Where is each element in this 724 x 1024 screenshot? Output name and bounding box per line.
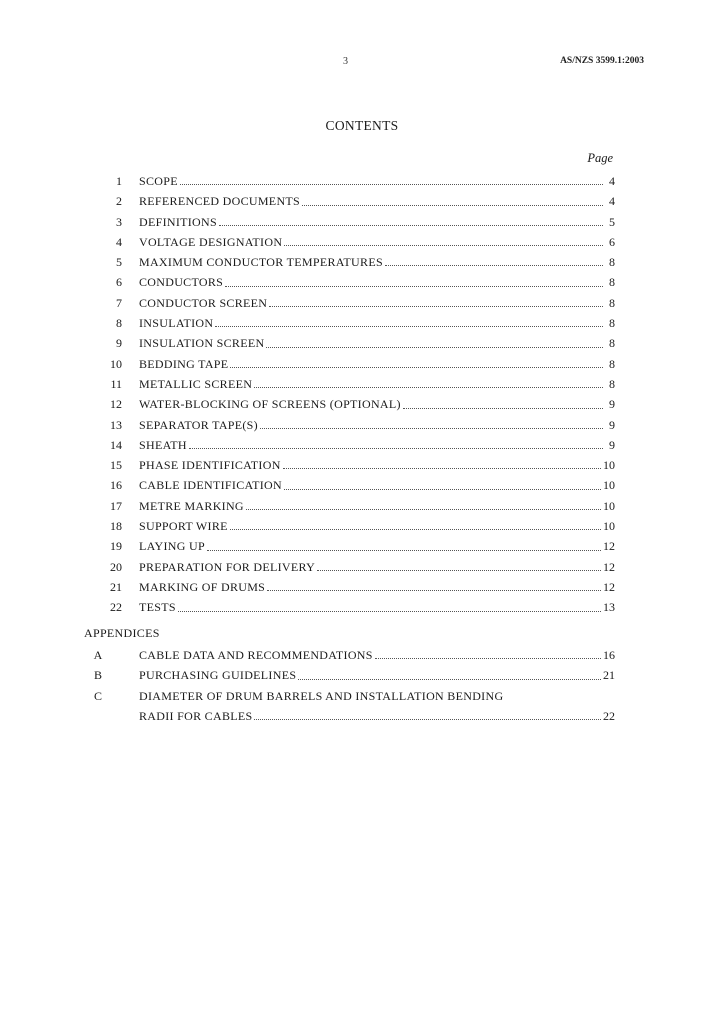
dot-leader	[375, 658, 601, 659]
entry-number: 16	[110, 478, 122, 493]
entry-page: 4	[609, 174, 615, 188]
dot-leader	[403, 408, 603, 409]
entry-label: WATER-BLOCKING OF SCREENS (OPTIONAL)	[139, 397, 401, 412]
entry-page: 22	[603, 708, 615, 723]
entry-label: METALLIC SCREEN	[139, 376, 253, 391]
toc-entry[interactable]	[84, 313, 615, 333]
entry-number: 8	[116, 316, 122, 331]
dot-leader	[260, 428, 603, 429]
entry-number: 20	[110, 559, 122, 574]
dot-leader	[230, 367, 603, 368]
entry-label: REFERENCED DOCUMENTS	[139, 194, 301, 209]
entry-number: 18	[110, 519, 122, 534]
toc-entry[interactable]	[84, 212, 615, 232]
entry-label: INSULATION	[139, 316, 214, 331]
dot-leader	[284, 245, 603, 246]
entry-number: 3	[116, 214, 122, 229]
appendix-letter: B	[93, 668, 102, 683]
entry-page: 8	[609, 275, 615, 290]
dot-leader	[254, 387, 603, 388]
toc-entry-appendix-a[interactable]	[84, 645, 615, 665]
entry-label: INSULATION SCREEN	[139, 336, 265, 351]
entry-page: 9	[609, 397, 615, 412]
entry-page: 12	[603, 579, 615, 594]
page-title: CONTENTS	[325, 118, 399, 133]
toc-entry[interactable]	[84, 252, 615, 272]
dot-leader	[283, 468, 601, 469]
toc-entry[interactable]	[84, 333, 615, 353]
toc-entry[interactable]	[84, 354, 615, 374]
entry-page: 8	[609, 356, 615, 371]
appendices-list	[84, 645, 615, 726]
entry-number: 9	[116, 336, 122, 351]
dot-leader	[267, 590, 601, 591]
entry-number: 4	[116, 234, 122, 249]
entry-label: LAYING UP	[139, 539, 205, 554]
toc-entry-appendix-c-continued[interactable]	[84, 706, 615, 726]
entry-page: 21	[603, 668, 615, 683]
entry-label: MAXIMUM CONDUCTOR TEMPERATURES	[139, 255, 383, 270]
toc-entry[interactable]	[84, 394, 615, 414]
entry-label: SCOPE	[139, 174, 178, 188]
entry-number: 11	[110, 376, 122, 391]
entry-label: PHASE IDENTIFICATION	[139, 458, 281, 473]
page-number: 3	[343, 56, 348, 67]
toc-entry[interactable]	[84, 191, 615, 211]
dot-leader	[254, 719, 601, 720]
entry-page: 5	[609, 214, 615, 229]
entry-page: 12	[603, 539, 615, 554]
entry-number: 2	[116, 194, 122, 209]
entry-label: DEFINITIONS	[139, 214, 217, 229]
dot-leader	[302, 205, 603, 206]
toc-entry[interactable]	[84, 171, 615, 191]
dot-leader	[178, 611, 601, 612]
dot-leader	[246, 509, 601, 510]
dot-leader	[230, 529, 601, 530]
entry-label: VOLTAGE DESIGNATION	[139, 234, 283, 249]
entry-number: 12	[110, 397, 122, 412]
entry-page: 8	[609, 336, 615, 351]
toc-entry[interactable]	[84, 496, 615, 516]
entry-page: 10	[603, 498, 615, 513]
entry-page: 16	[603, 648, 615, 662]
entry-number: 1	[116, 174, 122, 188]
dot-leader	[189, 448, 603, 449]
toc-entry[interactable]	[84, 597, 615, 617]
entry-label: METRE MARKING	[139, 498, 244, 513]
toc-entry[interactable]	[84, 475, 615, 495]
entry-page: 10	[603, 478, 615, 493]
entry-label: PREPARATION FOR DELIVERY	[139, 559, 316, 574]
appendices-heading: APPENDICES	[84, 626, 160, 640]
entry-number: 22	[110, 600, 122, 615]
entry-page: 10	[603, 458, 615, 473]
toc-entry-appendix-b[interactable]	[84, 665, 615, 685]
entry-number: 6	[116, 275, 122, 290]
toc-entry[interactable]	[84, 272, 615, 292]
entry-label-continued: RADII FOR CABLES	[139, 708, 253, 723]
entry-label: SEPARATOR TAPE(S)	[139, 417, 258, 432]
entry-label: SUPPORT WIRE	[139, 519, 228, 534]
entry-number: 17	[110, 498, 122, 513]
dot-leader	[215, 326, 603, 327]
dot-leader	[266, 347, 603, 348]
standard-code: AS/NZS 3599.1:2003	[560, 56, 644, 66]
entry-page: 8	[609, 376, 615, 391]
appendix-letter: A	[93, 648, 103, 662]
entry-label: TESTS	[139, 600, 176, 615]
appendix-letter: C	[93, 688, 102, 703]
entry-label: SHEATH	[139, 437, 187, 452]
entry-label: CONDUCTORS	[139, 275, 224, 290]
dot-leader	[317, 570, 601, 571]
dot-leader	[225, 286, 603, 287]
entry-page: 13	[603, 600, 615, 615]
toc-entry[interactable]	[84, 293, 615, 313]
entry-label: BEDDING TAPE	[139, 356, 229, 371]
dot-leader	[219, 225, 603, 226]
toc-entry-appendix-c[interactable]	[84, 686, 615, 706]
toc-entry[interactable]	[84, 516, 615, 536]
entry-page: 6	[609, 234, 615, 249]
toc-entry[interactable]	[84, 536, 615, 556]
toc-entry[interactable]	[84, 415, 615, 435]
toc-entry[interactable]	[84, 435, 615, 455]
entry-page: 9	[609, 417, 615, 432]
entry-label: DIAMETER OF DRUM BARRELS AND INSTALLATION BENDING	[139, 688, 504, 703]
entry-page: 4	[609, 194, 615, 209]
entry-number: 19	[110, 539, 122, 554]
toc-entry[interactable]	[84, 557, 615, 577]
entry-label: CONDUCTOR SCREEN	[139, 295, 268, 310]
dot-leader	[269, 306, 603, 307]
toc-entry[interactable]	[84, 374, 615, 394]
entry-number: 15	[110, 458, 122, 473]
toc-entry[interactable]	[84, 455, 615, 475]
entry-number: 5	[116, 255, 122, 270]
entry-label: MARKING OF DRUMS	[139, 579, 266, 594]
entry-number: 10	[110, 356, 122, 371]
toc-entry[interactable]	[84, 577, 615, 597]
entry-number: 7	[116, 295, 122, 310]
entry-number: 21	[110, 579, 122, 594]
entry-label: CABLE DATA AND RECOMMENDATIONS	[139, 648, 373, 662]
dot-leader	[180, 184, 603, 185]
toc-list	[84, 171, 615, 618]
dot-leader	[385, 265, 603, 266]
entry-number: 13	[110, 417, 122, 432]
dot-leader	[298, 679, 601, 680]
entry-label: PURCHASING GUIDELINES	[139, 668, 297, 683]
entry-page: 8	[609, 295, 615, 310]
dot-leader	[207, 550, 601, 551]
entry-page: 9	[609, 437, 615, 452]
page-column-label: Page	[587, 151, 613, 165]
entry-label: CABLE IDENTIFICATION	[139, 478, 282, 493]
entry-number: 14	[110, 437, 122, 452]
dot-leader	[284, 489, 601, 490]
entry-page: 8	[609, 255, 615, 270]
entry-page: 8	[609, 316, 615, 331]
entry-page: 12	[603, 559, 615, 574]
toc-entry[interactable]	[84, 232, 615, 252]
entry-page: 10	[603, 519, 615, 534]
